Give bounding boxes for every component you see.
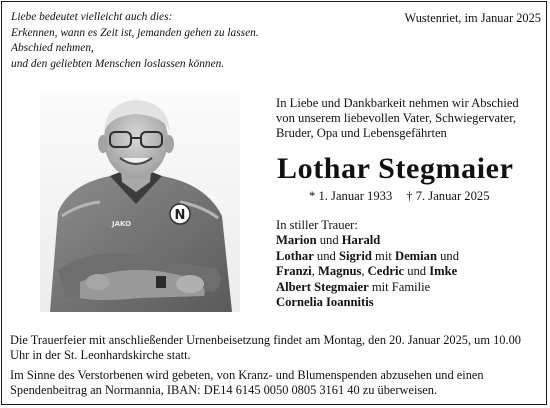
mourner-line (276, 280, 546, 295)
mourner-connector: und (404, 264, 430, 279)
poem (11, 10, 311, 72)
birth-date: * 1. Januar 1933 (309, 189, 393, 203)
mourner-line (276, 264, 546, 279)
mourner-connector: und (316, 233, 342, 248)
mourners-heading: In stiller Trauer: (276, 218, 358, 232)
place-date: Wustenriet, im Januar 2025 (404, 11, 541, 25)
farewell-intro (276, 96, 546, 141)
shirt-emblem-letter: N (174, 208, 186, 223)
mourner-name: Marion (276, 233, 317, 248)
mourner-line (276, 295, 546, 310)
portrait-illustration (40, 92, 240, 312)
mourner-name: Cedric (367, 264, 405, 279)
life-dates (309, 188, 490, 204)
mourner-connector: mit Familie (368, 279, 431, 294)
mourners-list (276, 218, 546, 310)
mourner-connector: und (313, 248, 339, 263)
poem-line: Liebe bedeutet vielleicht auch dies: (11, 11, 173, 23)
donation-notice: Im Sinne des Verstorbenen wird gebeten, von Kranz- und Blumenspenden abzusehen und einen Spendenbeitrag an Normannia, IBAN: DE14 6145 0050 0805 3161 40 zu überweisen. (10, 368, 484, 397)
mourner-name: Cornelia Ioannitis (276, 295, 374, 310)
intro-line: In Liebe und Dankbarkeit nehmen wir Abschied (276, 96, 519, 110)
deceased-name: Lothar Stegmaier (277, 152, 514, 185)
mourner-name: Lothar (276, 248, 314, 263)
mourner-name: Harald (341, 233, 381, 248)
mourner-name: Franzi (276, 264, 312, 279)
mourner-name: Sigrid (338, 248, 372, 263)
funeral-notice: Die Trauerfeier mit anschließender Urnenbeisetzung findet am Montag, den 20. Januar 2025, um 10.00 Uhr in der St. Leonhardskirche statt. (10, 333, 521, 362)
mourner-line (276, 249, 546, 264)
mourner-connector: mit (371, 248, 395, 263)
mourner-name: Imke (429, 264, 458, 279)
intro-line: Bruder, Opa und Lebensgefährten (276, 126, 447, 140)
intro-line: von unserem liebevollen Vater, Schwiegervater, (276, 111, 517, 125)
mourner-name: Demian (394, 248, 437, 263)
mourner-connector: und (436, 248, 459, 263)
mourner-line (276, 233, 546, 248)
poem-line: Erkennen, wann es Zeit ist, jemanden gehen zu lassen. (11, 26, 259, 39)
mourner-name: Albert Stegmaier (276, 279, 369, 294)
poem-line: Abschied nehmen, (11, 42, 94, 55)
poem-line: und den geliebten Menschen loslassen können. (11, 57, 225, 70)
shirt-brand-text: JAKO (112, 220, 132, 228)
death-date: † 7. Januar 2025 (406, 189, 490, 203)
portrait-photo (40, 92, 240, 312)
mourner-connector: , (361, 264, 368, 279)
mourner-connector: , (311, 264, 318, 279)
mourner-name: Magnus (317, 264, 362, 279)
